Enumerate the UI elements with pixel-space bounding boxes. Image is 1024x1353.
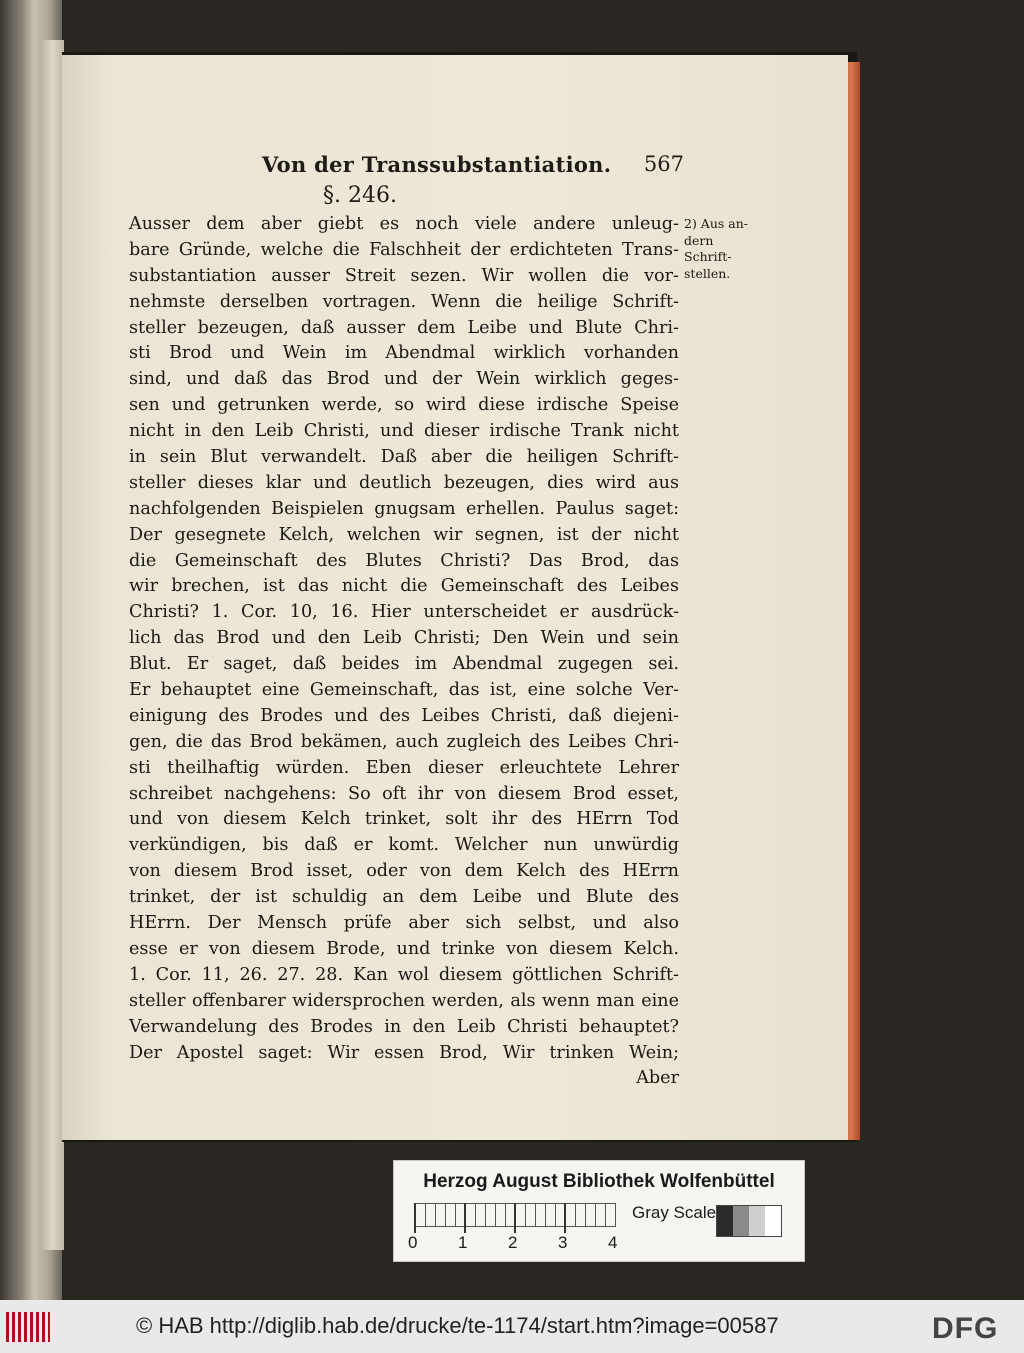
text-line: sind, und daß das Brod und der Wein wirklich geges-	[129, 369, 679, 390]
gray-swatch	[765, 1206, 781, 1236]
running-head: Von der Transsubstantiation.	[262, 152, 612, 177]
text-line: HErrn. Der Mensch prüfe aber sich selbst, und also	[129, 913, 679, 934]
text-line: von diesem Brod isset, oder von dem Kelch des HErrn	[129, 861, 679, 882]
scale-label: 4	[608, 1233, 618, 1252]
text-line: einigung des Brodes und des Leibes Christi, daß diejeni-	[129, 705, 679, 726]
text-line: sen und getrunken werde, so wird diese irdische Speise	[129, 395, 679, 416]
text-line: esse er von diesem Brode, und trinke von diesem Kelch.	[129, 938, 679, 959]
text-line: und von diesem Kelch trinket, solt ihr des HErrn Tod	[129, 809, 679, 830]
text-line: Blut. Er saget, daß beides im Abendmal zugegen sei.	[129, 654, 679, 675]
scale-label: 1	[458, 1233, 468, 1252]
margin-note-line: 2) Aus an-	[684, 216, 748, 231]
text-line: verkündigen, bis daß er komt. Welcher nun unwürdig	[129, 835, 679, 856]
dfg-logo: DFG	[932, 1312, 999, 1345]
text-line: sti theilhaftig würden. Eben dieser erleuchtete Lehrer	[129, 757, 679, 778]
text-line: nicht in den Leib Christi, und dieser irdische Trank nicht	[129, 421, 679, 442]
color-chart	[393, 1160, 805, 1262]
text-line: Christi? 1. Cor. 10, 16. Hier unterscheidet er ausdrück-	[129, 602, 679, 623]
text-line: wir brechen, ist das nicht die Gemeinschaft des Leibes	[129, 576, 679, 597]
footer-bar	[0, 1300, 1024, 1353]
page-header	[262, 152, 684, 180]
gray-scale-label: Gray Scale	[632, 1203, 717, 1222]
text-line: trinket, der ist schuldig an dem Leibe und Blute des	[129, 887, 679, 908]
text-line: in sein Blut verwandelt. Daß aber die heiligen Schrift-	[129, 447, 679, 468]
text-line: schreibet nachgehens: So oft ihr von diesem Brod esset,	[129, 783, 679, 804]
left-page-fold	[40, 40, 64, 1250]
text-line: steller offenbarer widersprochen werden, als wenn man eine	[129, 990, 679, 1011]
text-line: bare Gründe, welche die Falschheit der erdichteten Trans-	[129, 239, 679, 260]
margin-note-line: stellen.	[684, 265, 731, 281]
text-line: Ausser dem aber giebt es noch viele andere unleug-	[129, 214, 679, 234]
catchword: Aber	[636, 1068, 679, 1089]
margin-note-line: Schrift-	[684, 249, 732, 264]
scale-label: 0	[408, 1233, 418, 1252]
text-line: steller bezeugen, daß ausser dem Leibe und Blute Chri-	[129, 317, 679, 338]
library-name: Herzog August Bibliothek Wolfenbüttel	[423, 1171, 775, 1192]
text-line: 1. Cor. 11, 26. 27. 28. Kan wol diesem göttlichen Schrift-	[129, 964, 679, 985]
text-line: Verwandelung des Brodes in den Leib Christi behauptet?	[129, 1016, 679, 1037]
margin-note	[684, 216, 764, 282]
text-line: sti Brod und Wein im Abendmal wirklich vorhanden	[129, 343, 679, 364]
text-line: gen, die das Brod bekämen, auch zugleich des Leibes Chri-	[129, 731, 679, 752]
margin-note-line: dern	[684, 232, 714, 248]
copyright-url[interactable]: © HAB http://diglib.hab.de/drucke/te-1174/start.htm?image=00587	[136, 1313, 779, 1338]
text-line: steller dieses klar und deutlich bezeugen, dies wird aus	[129, 472, 679, 493]
text-line: lich das Brod und den Leib Christi; Den Wein und sein	[129, 628, 679, 649]
scale-label: 3	[558, 1233, 568, 1252]
scale-ruler-major-ticks	[414, 1203, 614, 1233]
text-line: Der gesegnete Kelch, welchen wir segnen, ist der nicht	[129, 524, 679, 545]
text-line: Er behauptet eine Gemeinschaft, das ist, eine solche Ver-	[129, 680, 679, 701]
text-line: die Gemeinschaft des Blutes Christi? Das Brod, das	[129, 550, 679, 571]
scale-labels	[408, 1233, 638, 1255]
gray-swatch	[749, 1206, 765, 1236]
hab-logo-icon	[6, 1312, 50, 1342]
page-number: 567	[643, 152, 684, 176]
text-line: substantiation ausser Streit sezen. Wir wollen die vor-	[129, 265, 679, 286]
gray-swatch	[717, 1206, 733, 1236]
text-line: nachfolgenden Beispielen gnugsam erhellen. Paulus saget:	[129, 498, 679, 519]
body-text	[129, 212, 679, 1092]
section-heading: §. 246.	[323, 183, 397, 208]
text-line: nehmste derselben vortragen. Wenn die heilige Schrift-	[129, 291, 679, 312]
gray-swatch	[733, 1206, 749, 1236]
gray-scale-swatches	[716, 1205, 782, 1237]
scale-label: 2	[508, 1233, 518, 1252]
text-line: Der Apostel saget: Wir essen Brod, Wir trinken Wein;	[129, 1042, 679, 1063]
